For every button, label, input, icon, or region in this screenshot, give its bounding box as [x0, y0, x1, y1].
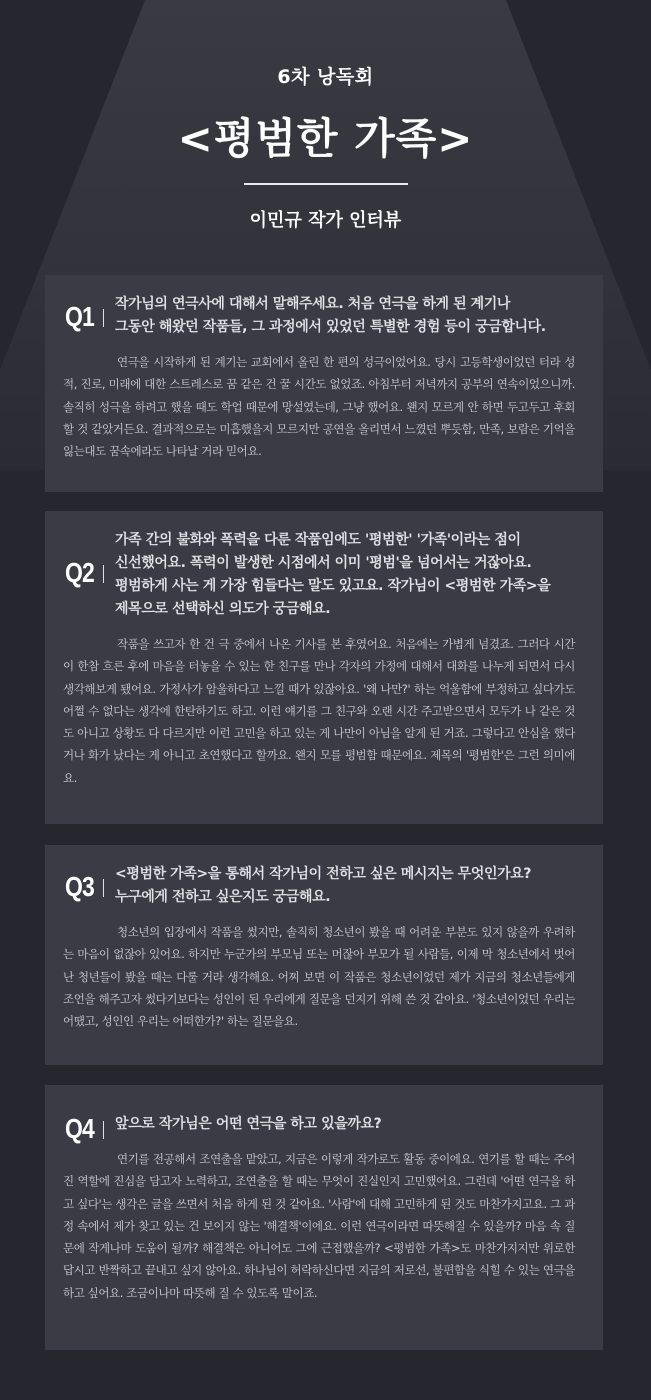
- question-text: <평범한 가족>을 통해서 작가님이 전하고 싶은 메시지는 무엇인가요? 누구에게 전하고 싶은지도 궁금해요.: [115, 866, 532, 905]
- question-number: Q1: [65, 301, 94, 332]
- answer-text: 작품을 쓰고자 한 건 극 중에서 나온 기사를 본 후였어요. 처음에는 가볍게 넘겼죠. 그러다 시간이 한참 흐른 후에 마음을 터놓을 수 있는 한 친구를 만나 각자의 가정에 대해서 대화를 나누게 되면서 다시 생각해보게 됐어요. 가정사가 암울하다고 느낄 때가 있잖아요. '왜 나만?' 하는 억울함에 부정하고 싶다가도 어쩔 수 없다는 생각에 한탄하기도 하고. 이런 얘기를 그 친구와 오랜 시간 주고받으면서 모두가 나 같은 것도 아니고 상황도 다 다르지만 이런 고민을 하고 있는 게 나만이 아님을 알게 된 거죠. 그렇다고 안심을 했다거나 화가 났다는 게 아니고 초연했다고 할까요. 왠지 모를 평범함 때문에요. 제목의 '평범한'은 그런 의미에요.: [63, 637, 575, 785]
- question-number: Q3: [65, 871, 94, 902]
- question-divider: [103, 879, 104, 897]
- question-divider: [103, 565, 104, 583]
- question-text: 작가님의 연극사에 대해서 말해주세요. 처음 연극을 하게 된 계기나 그동안 해왔던 작품들, 그 과정에서 있었던 특별한 경험 등이 궁금합니다.: [115, 296, 546, 335]
- question-text: 앞으로 작가님은 어떤 연극을 하고 있을까요?: [115, 1116, 382, 1132]
- question-divider: [103, 1121, 104, 1139]
- qa-card-2: [45, 511, 603, 824]
- question-header: [63, 1113, 575, 1144]
- question-header: [63, 293, 575, 339]
- question-number: Q4: [65, 1113, 94, 1144]
- qa-card-3: [45, 845, 603, 1065]
- title-divider: [244, 183, 408, 185]
- answer-text: 연극을 시작하게 된 계기는 교회에서 올린 한 편의 성극이었어요. 당시 고등학생이었던 터라 성적, 진로, 미래에 대한 스트레스로 꿈 같은 건 꿀 시간도 없었죠. 아침부터 저녁까지 공부의 연속이었으니까. 솔직히 성극을 하려고 했을 때도 학업 때문에 망설였는데, 그냥 했어요. 왠지 모르게 안 하면 두고두고 후회할 것 같았거든요. 결과적으로는 미흡했을지 모르지만 공연을 올리면서 느꼈던 뿌듯함, 만족, 보람은 기억을 잃는대도 꿈속에라도 나타날 거라 믿어요.: [63, 355, 575, 459]
- question-divider: [103, 309, 104, 327]
- page-title: <평범한 가족>: [177, 114, 474, 163]
- question-number: Q2: [65, 557, 94, 588]
- question-header: [63, 863, 575, 909]
- question-header: [63, 529, 575, 621]
- event-subtitle: 6차 낭독회: [277, 66, 374, 88]
- question-text: 가족 간의 불화와 폭력을 다룬 작품임에도 '평범한' '가족'이라는 점이 신선했어요. 폭력이 발생한 시점에서 이미 '평범'을 넘어서는 거잖아요. 평범하게 사는 게 가장 힘들다는 말도 있고요. 작가님이 <평범한 가족>을 제목으로 선택하신 의도가 궁금해요.: [115, 532, 551, 617]
- answer-text: 연기를 전공해서 조연출을 맡았고, 지금은 이렇게 작가로도 활동 중이에요. 연기를 할 때는 주어진 역할에 진심을 담고자 노력하고, 조연출을 할 때는 무엇이 진실인지 고민했어요. 그런데 '어떤 연극을 하고 싶다'는 생각은 글을 쓰면서 처음 하게 된 것 같아요. '사람'에 대해 고민하게 된 것도 마찬가지고요. 그 과정 속에서 제가 찾고 있는 건 보이지 않는 '해결책'이에요. 이런 연극이라면 따뜻해질 수 있을까? 마음 속 질문에 작게나마 도움이 될까? 해결책은 아니어도 그에 근접했을까? <평범한 가족>도 마찬가지지만 위로한답시고 반짝하고 끝내고 싶지 않아요. 하나님이 허락하신다면 지금의 저로선, 불편함을 식힐 수 있는 연극을 하고 싶어요. 조금이나마 따뜻해 질 수 있도록 말이죠.: [63, 1152, 575, 1300]
- qa-card-4: [45, 1085, 603, 1350]
- qa-card-1: [45, 275, 603, 492]
- interview-heading: 이민규 작가 인터뷰: [249, 210, 402, 231]
- answer-text: 청소년의 입장에서 작품을 썼지만, 솔직히 청소년이 봤을 때 어려운 부분도 있지 않을까 우려하는 마음이 없잖아 있어요. 하지만 누군가의 부모님 또는 머잖아 부모가 될 사람들, 이제 막 청소년에서 벗어난 청년들이 봤을 때는 다룰 거라 생각해요. 어찌 보면 이 작품은 청소년이었던 제가 지금의 청소년들에게 조언을 해주고자 썼다기보다는 성인이 된 우리에게 질문을 던지기 위해 쓴 것 같아요. '청소년이었던 우리는 어땠고, 성인인 우리는 어떠한가?' 하는 질문을요.: [63, 925, 575, 1029]
